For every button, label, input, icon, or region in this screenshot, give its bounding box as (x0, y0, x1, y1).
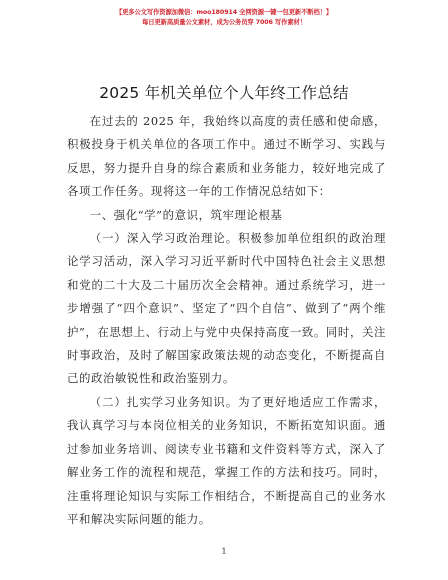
paragraph-business-knowledge: （二）扎实学习业务知识。为了更好地适应工作需求，我认真学习与本岗位相关的业务知识，不断拓宽知识面。通过参加业务培训、阅读专业书籍和文件资料等方式，深入了解业务工作的流程和规范，掌握工作的方法和技巧。同时，注重将理论知识与实际工作相结合，不断提高自己的业务水平和解决实际问题的能力。 (67, 394, 386, 526)
paragraph-political-theory: （一）深入学习政治理论。积极参加单位组织的政治理论学习活动，深入学习习近平新时代中国特色社会主义思想和党的二十大及二十届历次全会精神。通过系统学习，进一步增强了“四个意识”、坚定了“四个自信”、做到了“两个维护”，在思想上、行动上与党中央保持高度一致。同时，关注时事政治，及时了解国家政策法规的动态变化，不断提高自己的政治敏锐性和政治鉴别力。 (67, 231, 386, 386)
banner-line-2: 每日更新高质量公文素材，成为公务员穿 7006 写作素材！ (142, 19, 306, 26)
document-title: 2025 年机关单位个人年终工作总结 (99, 84, 349, 102)
promo-banner (0, 8, 448, 28)
page-number: 1 (221, 547, 227, 556)
section-heading-1: 一、强化“学”的意识，筑牢理论根基 (89, 207, 283, 222)
document-body (67, 110, 386, 531)
banner-line-1: 【更多公文写作资源加微信：moo180914 全网资源一键一包更新不断档！】 (115, 9, 333, 16)
paragraph-intro: 在过去的 2025 年，我始终以高度的责任感和使命感，积极投身于机关单位的各项工作中。通过不断学习、实践与反思，努力提升自身的综合素质和业务能力，较好地完成了各项工作任务。现将这一年的工作情况总结如下： (67, 114, 386, 199)
